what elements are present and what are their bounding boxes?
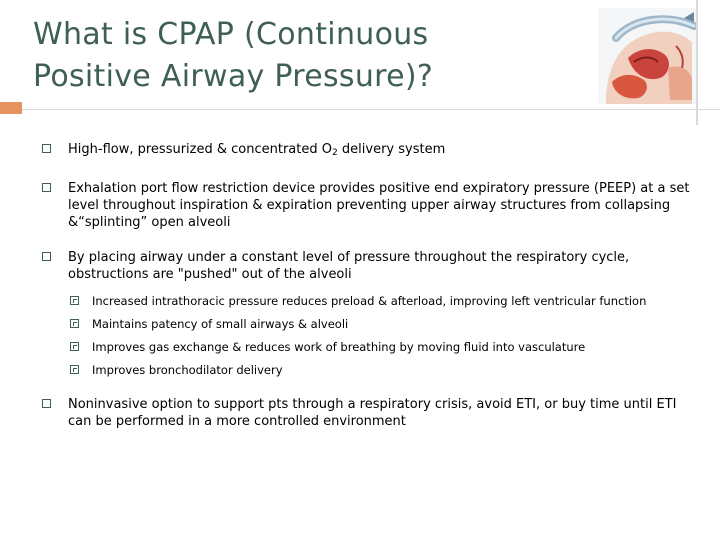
subscript: 2 xyxy=(331,148,338,158)
hollow-square-corner-icon xyxy=(70,365,79,374)
bullet-item xyxy=(40,180,690,231)
slide-title-line-1: What is CPAP (Continuous xyxy=(33,17,429,52)
hollow-square-icon xyxy=(42,183,51,192)
sub-bullet-text: Maintains patency of small airways & alveoli xyxy=(92,317,349,331)
hollow-square-icon xyxy=(42,399,51,408)
hollow-square-icon xyxy=(42,252,51,261)
slide-title xyxy=(33,14,593,98)
hollow-square-icon xyxy=(42,144,51,153)
sub-bullet-text: Improves bronchodilator delivery xyxy=(92,363,283,377)
sub-bullet-item xyxy=(68,293,690,309)
horizontal-divider xyxy=(0,109,720,110)
hollow-square-corner-icon xyxy=(70,342,79,351)
vertical-divider xyxy=(696,0,698,125)
bullet-item xyxy=(40,249,690,378)
sub-bullet-item xyxy=(68,316,690,332)
bullet-text: Exhalation port flow restriction device provides positive end expiratory pressure (PEEP) at a set level throughout inspiration & expiration preventing upper airway structures from collapsing &“splinting” open alveoli xyxy=(68,181,690,230)
sub-bullet-text: Improves gas exchange & reduces work of breathing by moving fluid into vasculature xyxy=(92,340,586,354)
sub-bullet-text: Increased intrathoracic pressure reduces preload & afterload, improving left ventricular function xyxy=(92,294,647,308)
bullet-text-part: High-flow, pressurized & concentrated O xyxy=(68,142,332,157)
bullet-item xyxy=(40,141,690,162)
slide-body xyxy=(40,141,690,448)
bullet-text: By placing airway under a constant level of pressure throughout the respiratory cycle, obstructions are "pushed" out of the alveoli xyxy=(68,250,630,282)
bullet-text xyxy=(68,142,445,157)
hollow-square-corner-icon xyxy=(70,319,79,328)
hollow-square-corner-icon xyxy=(70,296,79,305)
bullet-item xyxy=(40,396,690,430)
sub-bullet-item xyxy=(68,339,690,355)
bullet-text: Noninvasive option to support pts through a respiratory crisis, avoid ETI, or buy time until ETI can be performed in a more controlled environment xyxy=(68,397,677,429)
sub-bullet-list xyxy=(68,293,690,378)
slide-title-line-2: Positive Airway Pressure)? xyxy=(33,59,434,94)
sub-bullet-item xyxy=(68,362,690,378)
accent-block xyxy=(0,102,22,114)
bullet-text-part: delivery system xyxy=(337,142,446,157)
airway-anatomy-illustration xyxy=(598,8,696,104)
